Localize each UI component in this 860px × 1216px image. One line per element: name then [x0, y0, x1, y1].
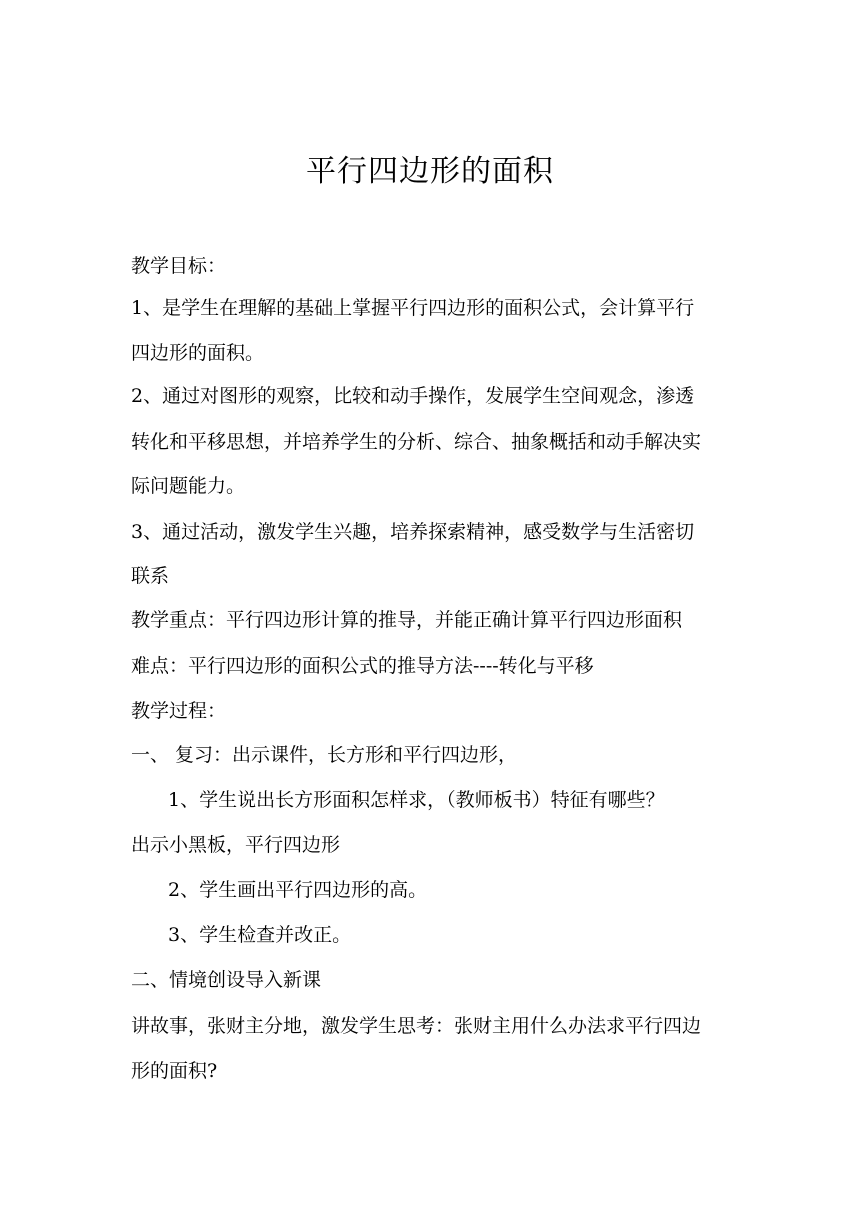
- goal-3-line-2: 联系: [131, 565, 170, 587]
- section-2-heading: 二、情境创设导入新课: [131, 969, 322, 991]
- goal-1-line-2: 四边形的面积。: [131, 342, 265, 364]
- goal-3-line-1: 3、通过活动，激发学生兴趣，培养探索精神，感受数学与生活密切: [131, 521, 695, 543]
- key-points-line: 教学重点：平行四边形计算的推导，并能正确计算平行四边形面积: [131, 609, 683, 631]
- goal-1-line-1: 1、是学生在理解的基础上掌握平行四边形的面积公式，会计算平行: [131, 297, 695, 319]
- goal-2-line-1: 2、通过对图形的观察，比较和动手操作，发展学生空间观念，渗透: [131, 385, 695, 407]
- section-1-heading: 一、 复习：出示课件，长方形和平行四边形，: [131, 744, 518, 766]
- show-blackboard-line: 出示小黑板，平行四边形: [131, 834, 341, 856]
- review-step-2: 2、学生画出平行四边形的高。: [168, 879, 428, 901]
- teaching-process-heading: 教学过程：: [131, 700, 227, 722]
- story-line-2: 形的面积?: [131, 1060, 218, 1082]
- story-line-1: 讲故事，张财主分地，激发学生思考：张财主用什么办法求平行四边: [131, 1015, 702, 1037]
- review-step-1: 1、学生说出长方形面积怎样求，（教师板书）特征有哪些？: [168, 789, 665, 811]
- goal-2-line-3: 际问题能力。: [131, 475, 246, 497]
- teaching-goals-heading: 教学目标：: [131, 255, 227, 277]
- document-title: 平行四边形的面积: [306, 154, 554, 189]
- goal-2-line-2: 转化和平移思想，并培养学生的分析、综合、抽象概括和动手解决实: [131, 431, 702, 453]
- difficulty-line: 难点：平行四边形的面积公式的推导方法----转化与平移: [131, 655, 594, 677]
- review-step-3: 3、学生检查并改正。: [168, 924, 352, 946]
